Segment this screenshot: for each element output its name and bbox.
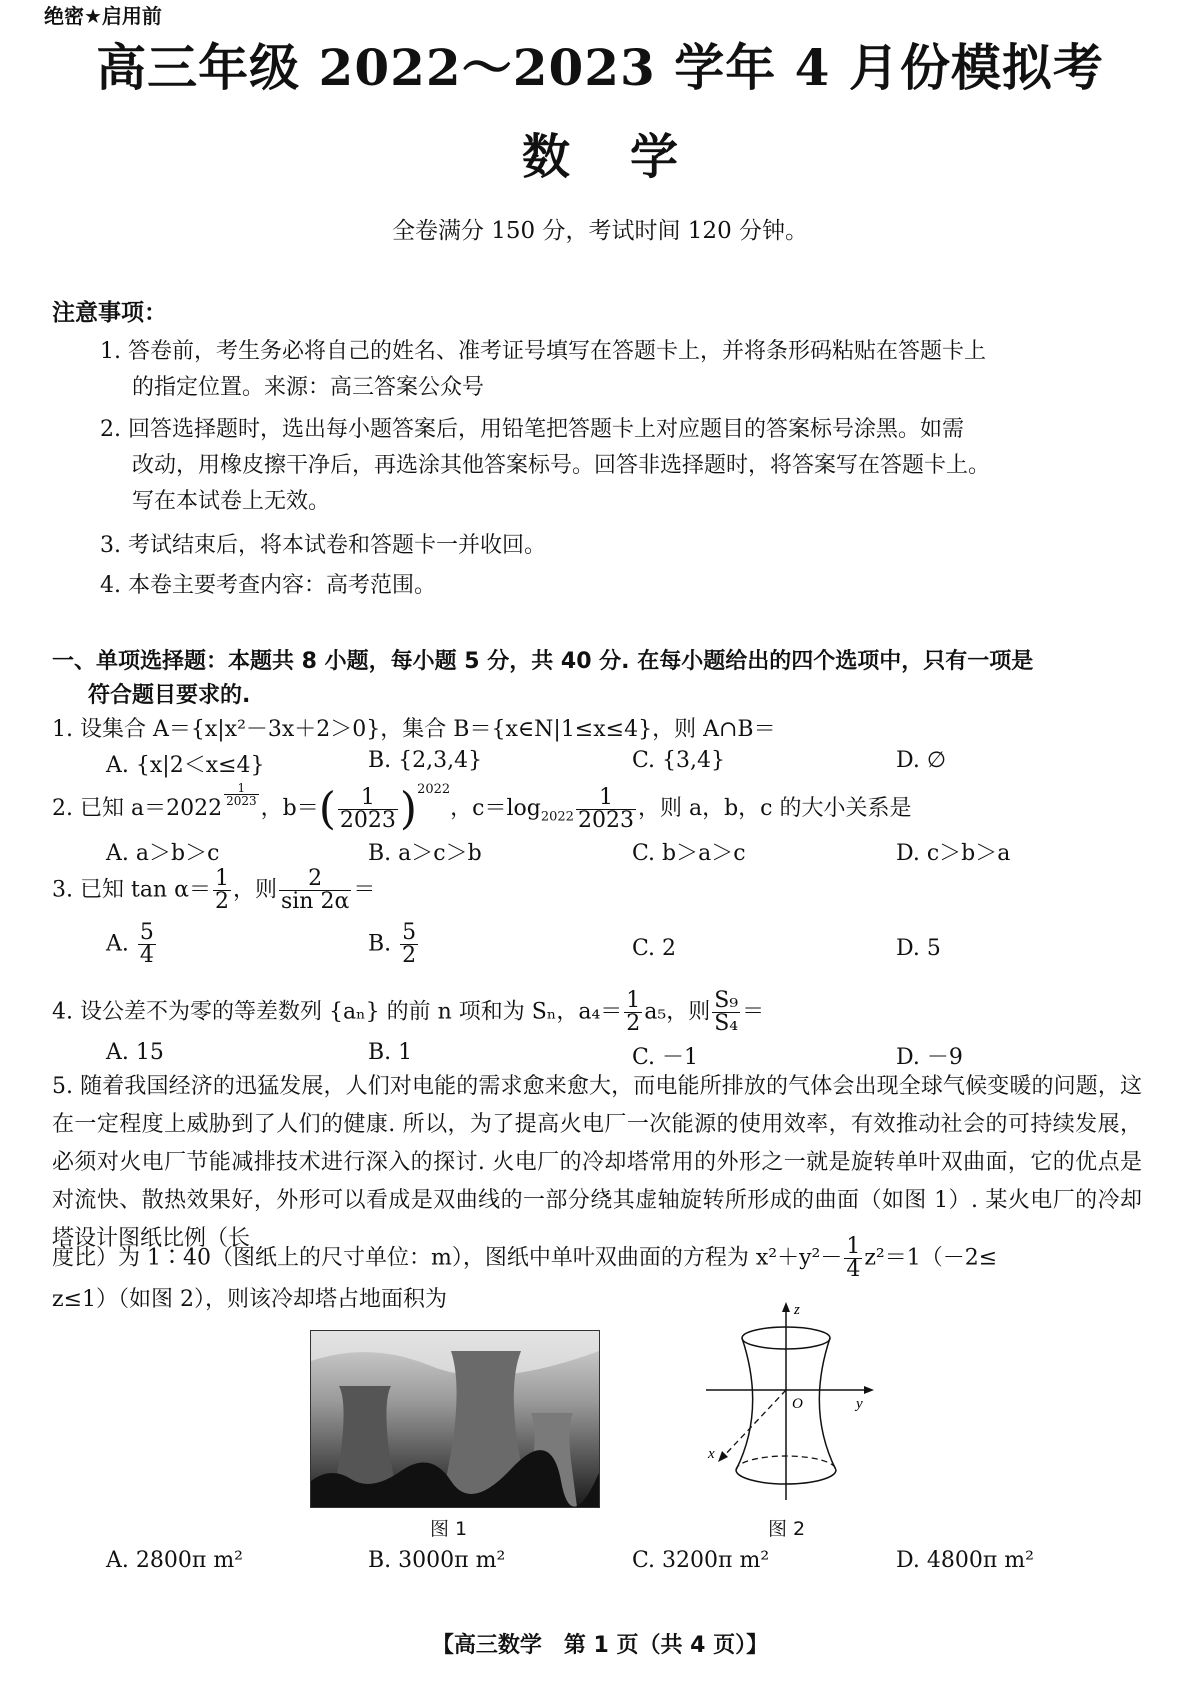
question-2-stem: 2. 已知 a＝2022 $\frac{1}{2023}$ ，b＝( $\frac{1}{2023}$ )$^{2022}$，$c=\log_{2022}$ $\frac{1}{2023}$ ，则 a，b，c 的大小关系是	[52, 781, 912, 835]
page-footer: 【高三数学 第 1 页（共 4 页）】	[431, 1633, 769, 1658]
section-heading	[52, 645, 1033, 713]
q2-c-num: 1	[576, 787, 636, 810]
cooling-tower-photo	[310, 1330, 600, 1508]
axis-label-y: y	[856, 1396, 863, 1412]
q4-option-b: B. 1	[368, 1040, 413, 1065]
q3-frac1-num: 1	[214, 866, 229, 891]
notice-item-text: 4. 本卷主要考查内容：高考范围。	[100, 573, 436, 598]
q3-frac2-den: sin 2α	[280, 889, 350, 914]
q2-option-d: D. c＞b＞a	[896, 841, 1011, 866]
q3-option-b	[368, 922, 420, 967]
score-time-info: 全卷满分 150 分，考试时间 120 分钟。	[391, 218, 809, 244]
q2-b-exponent: 2022	[417, 782, 451, 797]
q3-option-a-num: 5	[139, 920, 154, 945]
q2-c-fraction	[576, 784, 636, 833]
section-heading-line: 一、单项选择题：本题共 8 小题，每小题 5 分，共 40 分. 在每小题给出的四个选项中，只有一项是	[52, 649, 1034, 674]
q4-prefix: 4. 设公差不为零的等差数列 {aₙ} 的前 n 项和为 Sₙ，a₄＝	[52, 999, 623, 1025]
question-5-equation-line	[52, 1236, 997, 1281]
q5-line-a-prefix: 度比）为 1∶40（图纸上的尺寸单位：m），图纸中单叶双曲面的方程为 x²＋y²－	[52, 1245, 843, 1271]
question-4-stem	[52, 990, 764, 1035]
q4-option-d: D. －9	[896, 1045, 963, 1070]
q4-frac1-num: 1	[626, 988, 641, 1013]
q1-option-b: B. {2,3,4}	[368, 748, 483, 773]
section-heading-line: 符合题目要求的.	[88, 683, 251, 708]
q4-frac2-num: S₉	[714, 988, 739, 1013]
q2-exponent	[224, 782, 259, 807]
q3-frac1-den: 2	[214, 889, 229, 914]
q5-option-d: D. 4800π m²	[896, 1548, 1034, 1573]
q2-option-b: B. a＞c＞b	[368, 841, 482, 866]
q4-frac2-den: S₄	[714, 1011, 739, 1036]
q3-option-b-frac	[400, 922, 418, 967]
axis-label-x: x	[708, 1446, 715, 1462]
q3-option-b-label: B.	[368, 931, 392, 957]
q2-c-part: ，c＝log	[450, 796, 541, 821]
hyperboloid-diagram	[700, 1300, 880, 1510]
q3-fraction-1	[213, 868, 231, 913]
notice-item-text: 写在本试卷上无效。	[132, 489, 331, 514]
notice-item-2	[100, 412, 990, 520]
q3-middle: ，则	[232, 877, 277, 903]
q3-option-a-den: 4	[139, 943, 154, 968]
notice-item-3	[100, 528, 546, 564]
q2-suffix: ，则 a，b，c 的大小关系是	[637, 796, 912, 821]
q3-option-a-frac	[138, 922, 156, 967]
origin-label: O	[792, 1396, 803, 1412]
cooling-tower-illustration	[311, 1331, 599, 1507]
q2-log-base: 2022	[540, 809, 574, 825]
notice-item-1	[100, 334, 986, 406]
q4-option-c: C. －1	[632, 1045, 699, 1070]
figure-2-caption: 图 2	[768, 1518, 806, 1540]
q2-option-a: A. a＞b＞c	[106, 841, 220, 866]
q1-option-a: A. {x|2＜x≤4}	[106, 753, 265, 778]
q3-option-a-label: A.	[106, 931, 129, 957]
axis-label-z: z	[794, 1302, 800, 1318]
q4-option-a: A. 15	[106, 1040, 164, 1065]
exam-title: 高三年级 2022～2023 学年 4 月份模拟考	[96, 38, 1104, 97]
q5-option-a: A. 2800π m²	[106, 1548, 243, 1573]
q4-fraction-1	[624, 990, 642, 1035]
q3-suffix: ＝	[353, 877, 376, 903]
q1-option-c: C. {3,4}	[632, 748, 726, 773]
q3-frac2-num: 2	[279, 868, 351, 891]
confidential-mark: 绝密★启用前	[44, 4, 162, 28]
figure-1-caption: 图 1	[430, 1518, 468, 1540]
q3-option-b-den: 2	[402, 943, 417, 968]
notice-item-text: 2. 回答选择题时，选出每小题答案后，用铅笔把答题卡上对应题目的答案标号涂黑。如需	[100, 417, 964, 442]
q5-option-b: B. 3000π m²	[368, 1548, 506, 1573]
q2-b-part: ，b＝	[260, 796, 319, 821]
question-5-last-line: z≤1）（如图 2），则该冷却塔占地面积为	[52, 1287, 448, 1312]
q4-suffix: ＝	[742, 999, 765, 1025]
q5-option-c: C. 3200π m²	[632, 1548, 770, 1573]
q4-middle: a₅，则	[644, 999, 711, 1025]
q3-prefix: 3. 已知 tan α＝	[52, 877, 211, 903]
q2-b-den: 2023	[339, 807, 396, 833]
q4-frac1-den: 2	[626, 1011, 641, 1036]
q3-fraction-2	[279, 868, 351, 913]
q5-line-a-suffix: z²＝1（－2≤	[864, 1245, 998, 1271]
question-5-paragraph: 5. 随着我国经济的迅猛发展，人们对电能的需求愈来愈大，而电能所排放的气体会出现全球气候变暖的问题，这在一定程度上威胁到了人们的健康. 所以，为了提高火电厂一次能源的使用效率，有效推动社会的可持续发展，必须对火电厂节能减排技术进行深入的探讨. 火电厂的冷却塔常用的外形之一就是旋转单叶双曲面，它的优点是对流快、散热效果好，外形可以看成是双曲线的一部分绕其虚轴旋转所形成的曲面（如图 1）. 某火电厂的冷却塔设计图纸比例（长	[52, 1074, 1142, 1251]
q2-exp-num: 1	[224, 782, 259, 795]
q3-option-b-num: 5	[402, 920, 417, 945]
question-3-stem	[52, 868, 375, 913]
q2-b-fraction	[338, 784, 398, 833]
q2-exp-den: 2023	[226, 794, 257, 808]
q2-b-num: 1	[338, 787, 398, 810]
notice-item-text: 改动，用橡皮擦干净后，再选涂其他答案标号。回答非选择题时，将答案写在答题卡上。	[132, 453, 991, 478]
q3-option-d: D. 5	[896, 936, 941, 961]
question-1-stem: 1. 设集合 A＝{x|x²－3x＋2＞0}，集合 B＝{x∈N|1≤x≤4}，则 A∩B＝	[52, 717, 776, 742]
q4-fraction-2	[712, 990, 740, 1035]
q2-option-c: C. b＞a＞c	[632, 841, 746, 866]
q5-frac-num: 1	[846, 1234, 861, 1259]
q5-fraction	[844, 1236, 862, 1281]
q1-option-d: D. ∅	[896, 748, 947, 773]
q5-frac-den: 4	[846, 1257, 861, 1282]
notice-item-text: 3. 考试结束后，将本试卷和答题卡一并收回。	[100, 533, 546, 558]
notice-item-text: 1. 答卷前，考生务必将自己的姓名、准考证号填写在答题卡上，并将条形码粘贴在答题卡上	[100, 339, 986, 364]
q3-option-a	[106, 922, 158, 967]
q2-c-den: 2023	[577, 807, 634, 833]
q3-option-c: C. 2	[632, 936, 677, 961]
notice-item-text: 的指定位置。来源：高三答案公众号	[132, 375, 485, 400]
notice-heading: 注意事项：	[52, 300, 167, 326]
subject-title: 数学	[521, 129, 738, 185]
notice-item-4	[100, 568, 436, 604]
q2-prefix: 2. 已知 a＝2022	[52, 796, 223, 821]
